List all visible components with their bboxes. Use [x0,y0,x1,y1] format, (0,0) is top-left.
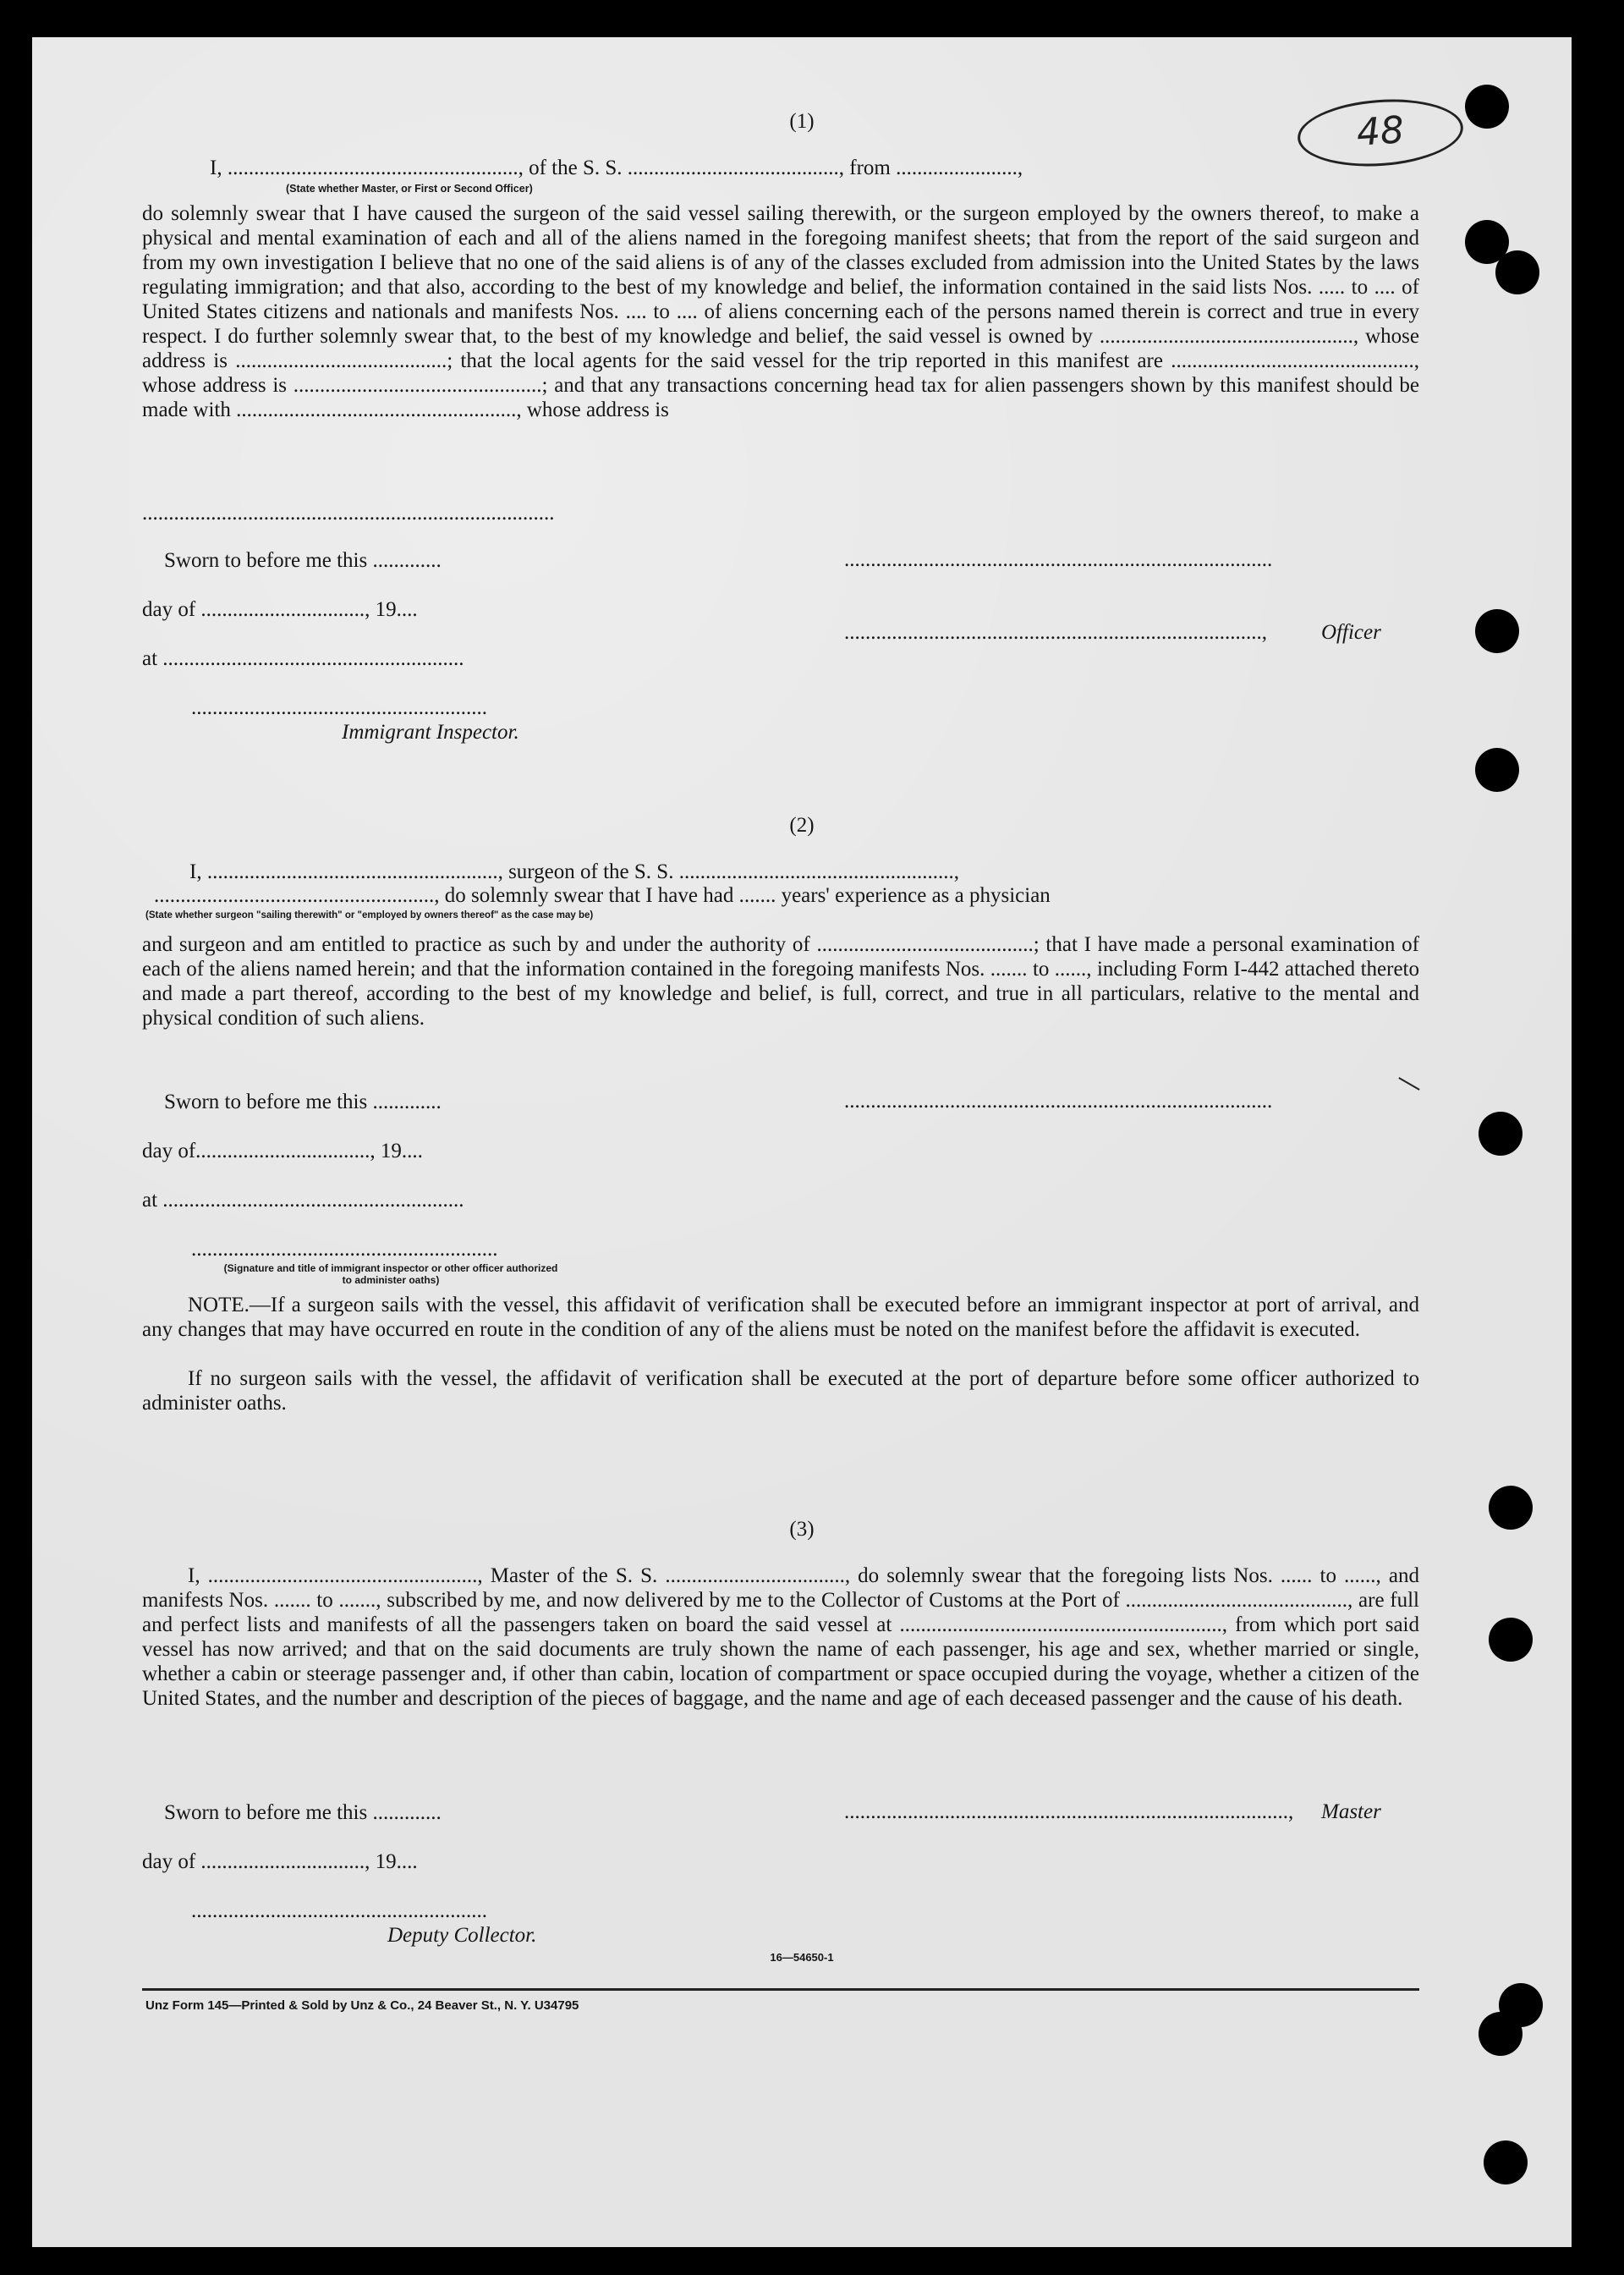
printer-footer: Unz Form 145—Printed & Sold by Unz & Co., 24 Beaver St., N. Y. U34795 [145,1998,579,2013]
binder-hole [1475,748,1519,792]
binder-hole [1489,1618,1533,1662]
section-1-trailing-leader: .............................................................................. [142,502,555,525]
pen-mark [1398,1077,1419,1091]
section-2-note-no-surgeon: If no surgeon sails with the vessel, the affidavit of verification shall be executed at the port of departure before some officer authorized to administer oaths. [142,1367,1419,1415]
section-2-note-surgeon-sails: NOTE.—If a surgeon sails with the vessel, this affidavit of verification shall be executed before an immigrant inspector at port of arrival, and any changes that may have occurred en route in the condition of any of the aliens must be noted on the manifest before the affidavit is executed. [142,1294,1419,1341]
section-2-number: (2) [789,814,815,837]
section-2-surgeon-signature-line: ................................................................................. [844,1090,1273,1113]
section-3-master-label: Master [1321,1800,1381,1823]
section-2-oath-paragraph: and surgeon and am entitled to practice as such by and under the authority of .........................................; that I have made a personal examination of each of the aliens named herein; and that the information contained in the foregoing manifests Nos. ....... to ......, including Form I-442 attached thereto and made a part thereof, according to the best of my knowledge and belief, is full, correct, and true in all particulars, relative to the mental and physical condition of such aliens. [142,933,1419,1030]
section-3-oath-paragraph: I, ..................................................., Master of the S. S. .................................., do solemnly swear that the foregoing lists Nos. ...... to ......, and manifests Nos. ....... to ......., subscribed by me, and now delivered by me to the Collector of Customs at the Port of .........................................., are full and perfect lists and manifests of all the passengers taken on board the said vessel at ............................................................., from which port said vessel has now arrived; and that on the said documents are truly shown the name of each passenger, his age and sex, whether married or single, whether a cabin or steerage passenger and, if other than cabin, location of compartment or space occupied during the voyage, whether a citizen of the United States, and the number and description of the pieces of baggage, and the name and age of each deceased passenger and the cause of his death. [142,1564,1419,1710]
section-1-inspector-signature-line: ........................................................ [191,696,487,719]
binder-hole [1465,85,1509,129]
section-1-officer-signature-line: ..............................................................................., [844,621,1267,644]
section-2-inspector-signature-line: .......................................................... [191,1238,498,1261]
binder-hole [1479,2012,1522,2056]
binder-hole [1484,2140,1528,2184]
section-2-first-line: I, ......................................................., surgeon of the S. S. ...................................................., [189,860,959,883]
section-1-first-line: I, ......................................................., of the S. S. ........................................, from ......................., [210,157,1023,179]
manifest-verification-page [32,37,1572,2247]
section-3-master-signature-line: ...................................................................................., [844,1800,1294,1823]
section-2-signature-note: (Signature and title of immigrant inspector or other officer authorized to administer oaths) [223,1262,558,1286]
section-2-sworn-line: Sworn to before me this ............. [164,1091,442,1113]
section-1-oath-paragraph: do solemnly swear that I have caused the surgeon of the said vessel sailing therewith, or the surgeon employed by the owners thereof, to make a physical and mental examination of each and all of the aliens named in the foregoing manifest sheets; that from the report of the said surgeon and from my own investigation I believe that no one of the said aliens is of any of the classes excluded from admission into the United States by the laws regulating immigration; and that also, according to the best of my knowledge and belief, the information contained in the said lists Nos. ..... to .... of United States citizens and nationals and manifests Nos. .... to .... of aliens concerning each of the persons named therein is correct and true in every respect. I do further solemnly swear that, to the best of my knowledge and belief, the said vessel is owned by ................................................, whose address is ........................................; that the local agents for the said vessel for the trip reported in this manifest are .............................................., whose address is ...............................................; and that any transactions concerning head tax for alien passengers shown by this manifest should be made with ....................................................., whose address is [142,202,1419,421]
section-3-number: (3) [789,1518,815,1541]
section-1-sworn-line: Sworn to before me this ............. [164,549,442,572]
section-2-surgeon-note: (State whether surgeon "sailing therewith" or "employed by owners thereof" as the case may be) [145,910,594,920]
section-1-signature-line: ................................................................................. [844,548,1273,571]
section-1-number: (1) [789,110,815,133]
footer-rule [142,1988,1419,1991]
binder-hole [1475,609,1519,653]
section-3-sworn-line: Sworn to before me this ............. [164,1801,442,1824]
section-1-officer-note: (State whether Master, or First or Second Officer) [286,183,533,195]
section-2-second-line: ....................................................., do solemnly swear that I have had ....... years' experience as a physician [154,884,1051,907]
handwritten-page-number: 48 [1296,94,1466,171]
section-2-at-line: at ......................................................... [142,1189,464,1212]
section-1-inspector-label: Immigrant Inspector. [342,721,519,744]
section-3-collector-signature-line: ........................................................ [191,1899,487,1922]
binder-hole [1489,1486,1533,1530]
section-2-day-line: day of................................., 19.... [142,1140,423,1162]
section-1-at-line: at ......................................................... [142,647,464,670]
section-1-day-line: day of ..............................., 19.... [142,598,418,621]
binder-hole [1495,250,1539,294]
section-3-collector-label: Deputy Collector. [387,1924,537,1947]
binder-hole [1479,1112,1522,1156]
form-code: 16—54650-1 [770,1951,834,1964]
section-3-day-line: day of ..............................., 19.... [142,1850,418,1873]
section-1-officer-label: Officer [1321,621,1381,644]
